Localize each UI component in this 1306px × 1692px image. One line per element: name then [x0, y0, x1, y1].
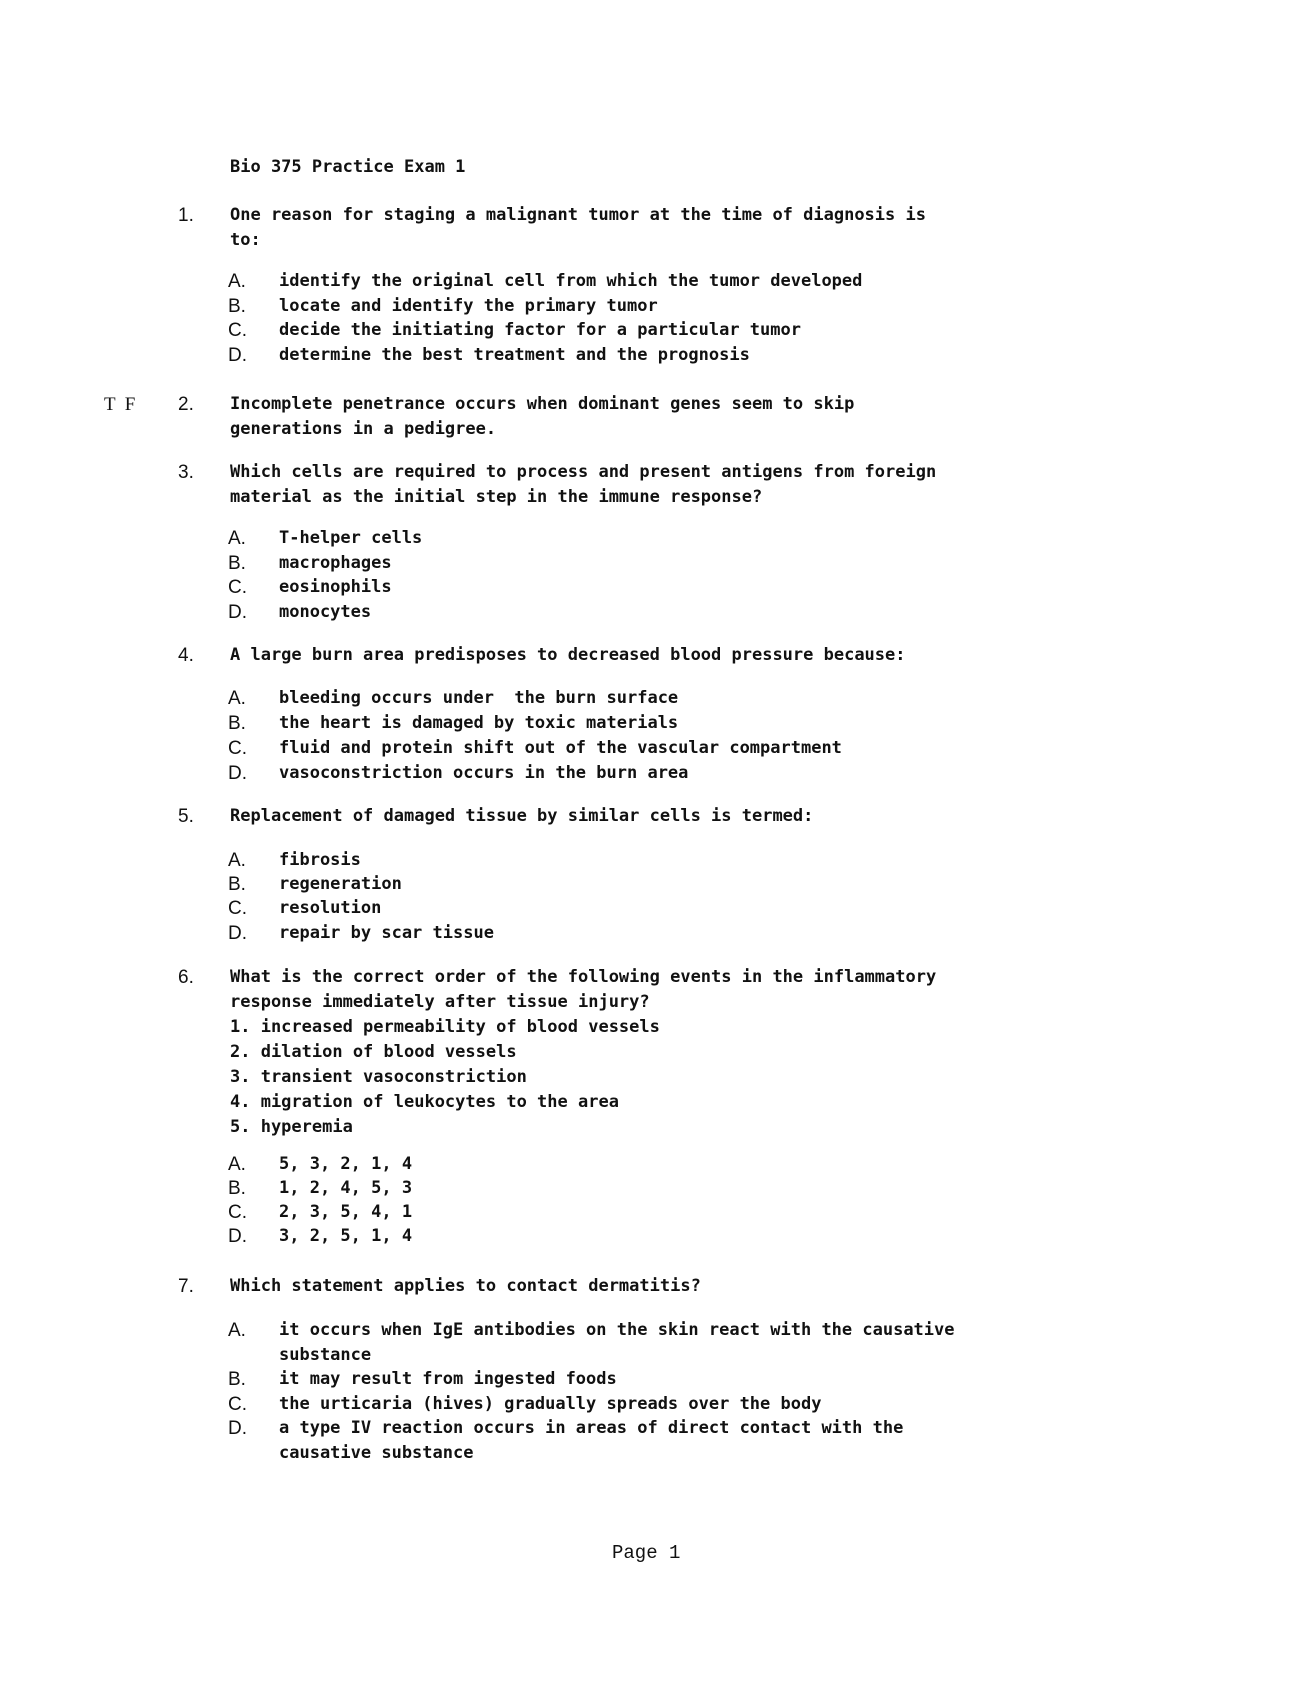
choice-letter: C.: [228, 577, 247, 598]
choice-text: repair by scar tissue: [279, 923, 494, 943]
choice-letter: D.: [228, 1418, 247, 1439]
choice-text: 1, 2, 4, 5, 3: [279, 1178, 413, 1198]
question-number: 6.: [178, 967, 194, 988]
choice-letter: C.: [228, 320, 247, 341]
choice-letter: D.: [228, 923, 247, 944]
choice-letter: C.: [228, 738, 247, 759]
choice-letter: B.: [228, 713, 246, 734]
choice-text: identify the original cell from which the tumor developed: [279, 271, 863, 291]
question-number: 5.: [178, 806, 194, 827]
question-stem: Which statement applies to contact dermatitis?: [230, 1276, 701, 1296]
choice-letter: D.: [228, 345, 247, 366]
question-stem: Which cells are required to process and present antigens from foreign material as the initial step in the immune response?: [230, 462, 937, 507]
question-stem: Incomplete penetrance occurs when dominant genes seem to skip generations in a pedigree.: [230, 394, 855, 439]
choice-text: the heart is damaged by toxic materials: [279, 713, 679, 733]
choice-letter: A.: [228, 271, 246, 292]
choice-text: locate and identify the primary tumor: [279, 296, 658, 316]
choice-letter: C.: [228, 1202, 247, 1223]
choice-letter: A.: [228, 528, 246, 549]
choice-letter: B.: [228, 553, 246, 574]
question-stem: Replacement of damaged tissue by similar cells is termed:: [230, 806, 814, 826]
choice-text: the urticaria (hives) gradually spreads over the body: [279, 1394, 822, 1414]
choice-text: fluid and protein shift out of the vascular compartment: [279, 738, 842, 758]
choice-letter: B.: [228, 296, 246, 317]
choice-letter: D.: [228, 1226, 247, 1247]
choice-letter: A.: [228, 1320, 246, 1341]
choice-text: vasoconstriction occurs in the burn area: [279, 763, 689, 783]
choice-text: monocytes: [279, 602, 372, 622]
choice-letter: C.: [228, 898, 247, 919]
choice-letter: A.: [228, 850, 246, 871]
question-number: 7.: [178, 1276, 194, 1297]
choice-text: eosinophils: [279, 577, 392, 597]
choice-text: resolution: [279, 898, 382, 918]
true-false-markers: T F: [104, 394, 136, 415]
choice-text: fibrosis: [279, 850, 361, 870]
choice-letter: B.: [228, 1178, 246, 1199]
choice-text: determine the best treatment and the prognosis: [279, 345, 750, 365]
choice-text: 2, 3, 5, 4, 1: [279, 1202, 413, 1222]
question-number: 3.: [178, 462, 194, 483]
choice-text: 5, 3, 2, 1, 4: [279, 1154, 413, 1174]
choice-text: regeneration: [279, 874, 402, 894]
choice-letter: B.: [228, 874, 246, 895]
page-title: Bio 375 Practice Exam 1: [230, 157, 466, 177]
question-number: 1.: [178, 205, 194, 226]
choice-letter: D.: [228, 763, 247, 784]
choice-letter: A.: [228, 688, 246, 709]
choice-text: bleeding occurs under the burn surface: [279, 688, 679, 708]
choice-text: a type IV reaction occurs in areas of direct contact with the causative substance: [279, 1418, 904, 1463]
question-number: 2.: [178, 394, 194, 415]
choice-text: decide the initiating factor for a particular tumor: [279, 320, 801, 340]
choice-text: 3, 2, 5, 1, 4: [279, 1226, 413, 1246]
page-number: Page 1: [612, 1542, 681, 1564]
choice-text: T-helper cells: [279, 528, 423, 548]
choice-text: it may result from ingested foods: [279, 1369, 617, 1389]
choice-letter: B.: [228, 1369, 246, 1390]
choice-letter: A.: [228, 1154, 246, 1175]
question-stem: One reason for staging a malignant tumor at the time of diagnosis is to:: [230, 205, 926, 250]
choice-text: macrophages: [279, 553, 392, 573]
question-number: 4.: [178, 645, 194, 666]
choice-text: it occurs when IgE antibodies on the skin react with the causative substance: [279, 1320, 955, 1365]
question-stem: A large burn area predisposes to decreased blood pressure because:: [230, 645, 906, 665]
question-stem: What is the correct order of the following events in the inflammatory response immediately after tissue injury? 1. increased permeability of blood vessels 2. dilation of blood vessels 3. transient vasoconstriction 4. migration of leukocytes to the area 5. hyperemia: [230, 967, 937, 1137]
choice-letter: C.: [228, 1394, 247, 1415]
choice-letter: D.: [228, 602, 247, 623]
